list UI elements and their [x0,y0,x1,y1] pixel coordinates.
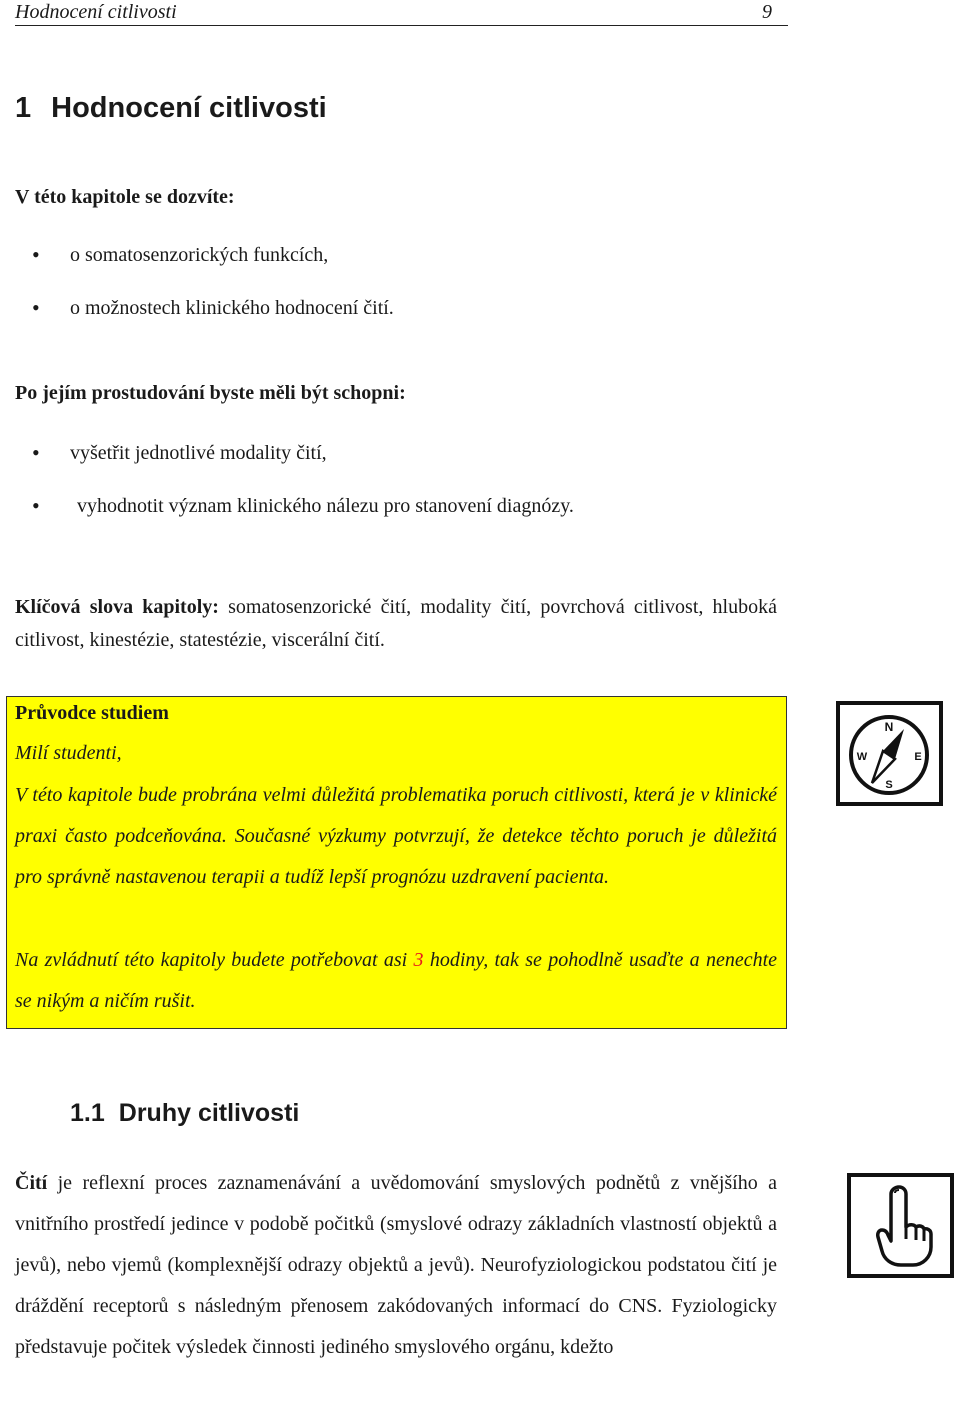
chapter-heading [15,88,327,128]
compass-icon [836,701,943,806]
time-hours: 3 [413,949,424,971]
page-number: 9 [762,1,772,23]
learn-item-text: o somatosenzorických funkcích, [70,244,329,266]
chapter-title: Hodnocení citlivosti [51,92,327,124]
pointing-hand-graphic [851,1177,950,1274]
bullet-dot: • [32,242,40,267]
goal-item-text: vyšetřit jednotlivé modality čití, [70,442,327,464]
time-after: hodiny, tak se pohodlně usaďte a nenechte se nikým a ničím rušit. [15,949,778,1012]
keywords-text: somatosenzorické čití, modality čití, povrchová citlivost, hluboká citlivost, kinestézie, statestézie, viscerální čití. [15,596,777,651]
section-paragraph [15,1163,777,1368]
chapter-number: 1 [15,92,32,124]
goals-heading: Po jejím prostudování byste měli být schopni: [15,382,406,404]
compass-east-label: E [914,751,922,763]
paragraph-text: je reflexní proces zaznamenávání a uvědomování smyslových podnětů z vnějšího a vnitřního prostředí jedince v podobě počitků (smyslové odrazy základních vlastností objektů a jevů), nebo vjemů (komplexnější odrazy objektů a jevů). Neurofyziologickou podstatou čití je dráždění receptorů s následným přenosem zakódovaných informací do CNS. Fyziologicky představuje počitek výsledek činnosti jediného smyslového orgánu, kdežto [15,1172,777,1358]
study-guide-body: V této kapitole bude probrána velmi důležitá problematika poruch citlivosti, která je v klinické praxi často podceňována. Současné výzkumy potvrzují, že detekce těchto poruch je důležitá pro správně nastavenou terapii a tudíž lepší prognózu uzdravení pacienta. [15,784,777,888]
bullet-dot: • [32,295,40,320]
compass-west-label: W [856,751,868,763]
learn-heading: V této kapitole se dozvíte: [15,186,235,208]
section-number: 1.1 [70,1099,105,1127]
compass-north-label: N [884,720,894,734]
keywords-label: Klíčová slova kapitoly: [15,596,219,618]
learn-item-text: o možnostech klinického hodnocení čití. [70,297,394,319]
study-guide-greeting: Milí studenti, [15,742,122,764]
section-heading [70,1096,299,1130]
time-before: Na zvládnutí této kapitoly budete potřebovat asi [15,949,408,971]
lead-term: Čití [15,1172,48,1194]
study-guide-title: Průvodce studiem [15,702,169,724]
bullet-dot: • [32,440,40,465]
section-title: Druhy citlivosti [118,1099,300,1127]
keywords-paragraph [15,591,777,657]
compass-icon-graphic [840,705,939,802]
running-header-title: Hodnocení citlivosti [15,1,177,23]
header-rule [15,25,788,26]
pointing-hand-icon [847,1173,954,1278]
goal-item-text: vyhodnotit význam klinického nálezu pro stanovení diagnózy. [77,495,574,517]
study-guide-time [15,940,777,1022]
compass-south-label: S [885,779,893,791]
bullet-dot: • [32,493,40,518]
